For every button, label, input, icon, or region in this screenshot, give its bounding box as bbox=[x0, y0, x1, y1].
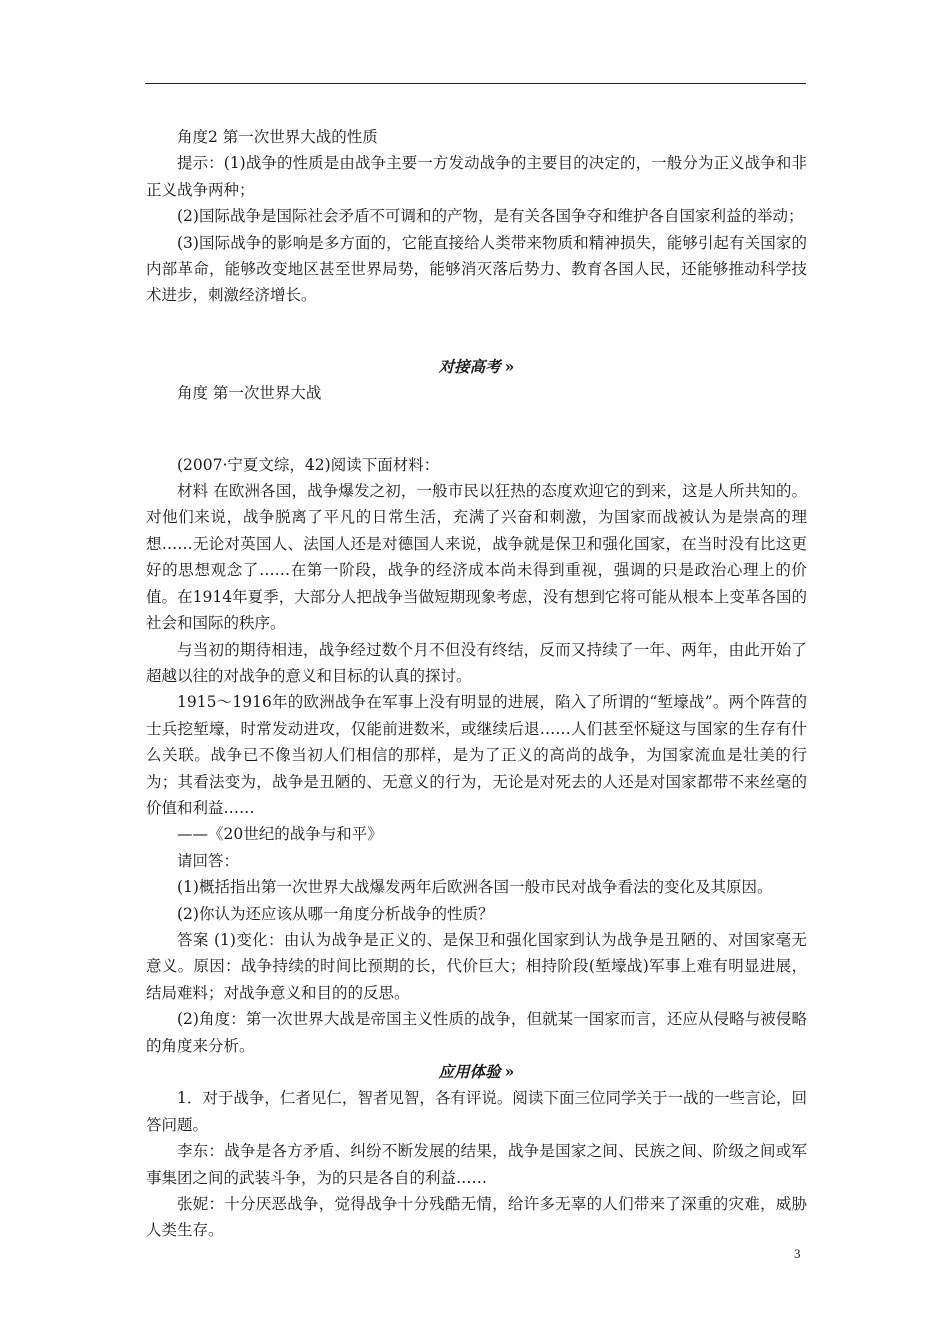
hint-3: (3)国际战争的影响是多方面的，它能直接给人类带来物质和精神损失，能够引起有关国家的内部革命，能够改变地区甚至世界局势，能够消灭落后势力、教育各国人民，还能够推动科学技术进步，刺激经济增长。 bbox=[146, 233, 807, 305]
answer-1: 答案 (1)变化：由认为战争是正义的、是保卫和强化国家到认为战争是丑陋的、对国家毫无意义。原因：战争持续的时间比预期的长，代价巨大；相持阶段(堑壕战)军事上难有明显进展，结局难料；对战争意义和目的的反思。 bbox=[146, 930, 807, 1002]
hint-2: (2)国际战争是国际社会矛盾不可调和的产物，是有关各国争夺和维护各自国家利益的举动； bbox=[177, 207, 804, 226]
section-heading-practice bbox=[146, 1059, 807, 1085]
material-citation: ——《20世纪的战争与和平》 bbox=[177, 825, 383, 844]
material-paragraph-2: 与当初的期待相违，战争经过数个月不但没有终结，反而又持续了一年、两年，由此开始了超越以往的对战争的意义和目标的认真的探讨。 bbox=[146, 640, 807, 685]
section-heading-gaokao bbox=[146, 354, 807, 380]
section-heading-practice-label: 应用体验 bbox=[438, 1062, 501, 1081]
double-chevron-right-icon: » bbox=[504, 1062, 515, 1081]
section2-angle: 角度 第一次世界大战 bbox=[177, 384, 322, 403]
hint-1: 提示：(1)战争的性质是由战争主要一方发动战争的主要目的决定的，一般分为正义战争和非正义战争两种； bbox=[146, 154, 807, 199]
page-number: 3 bbox=[794, 1246, 801, 1261]
section1-title: 角度2 第一次世界大战的性质 bbox=[177, 128, 378, 146]
statement-li-dong: 李东：战争是各方矛盾、纠纷不断发展的结果，战争是国家之间、民族之间、阶级之间或军事集团之间的武装斗争，为的只是各自的利益…… bbox=[146, 1142, 807, 1187]
header-rule bbox=[145, 83, 806, 84]
section-heading-gaokao-label: 对接高考 bbox=[438, 356, 501, 376]
material-paragraph-1: 材料 在欧洲各国，战争爆发之初，一般市民以狂热的态度欢迎它的到来，这是人所共知的。对他们来说，战争脱离了平凡的日常生活，充满了兴奋和刺激，为国家而战被认为是崇高的理想……无论对英国人、法国人还是对德国人来说，战争就是保卫和强化国家，在当时没有比这更好的思想观念了……在第一阶段，战争的经济成本尚未得到重视，强调的只是政治心理上的价值。在1914年夏季，大部分人把战争当做短期现象考虑，没有想到它将可能从根本上变革各国的社会和国际的秩序。 bbox=[146, 482, 807, 633]
question-2: (2)你认为还应该从哪一角度分析战争的性质？ bbox=[177, 904, 494, 923]
question-1: (1)概括指出第一次世界大战爆发两年后欧洲各国一般市民对战争看法的变化及其原因。 bbox=[177, 878, 773, 897]
exam-source: (2007·宁夏文综，42)阅读下面材料： bbox=[177, 455, 440, 474]
material-paragraph-3: 1915～1916年的欧洲战争在军事上没有明显的进展，陷入了所谓的“堑壕战”。两个阵营的士兵挖堑壕，时常发动进攻，仅能前进数米，或继续后退……人们甚至怀疑这与国家的生存有什么关联。战争已不像当初人们相信的那样，是为了正义的高尚的战争，为国家流血是壮美的行为；其看法变为，战争是丑陋的、无意义的行为，无论是对死去的人还是对国家都带不来丝毫的价值和利益…… bbox=[146, 693, 807, 817]
answer-2: (2)角度：第一次世界大战是帝国主义性质的战争，但就某一国家而言，还应从侵略与被侵略的角度来分析。 bbox=[146, 1010, 807, 1055]
question-prompt: 请回答： bbox=[177, 851, 240, 870]
statement-zhang-ni: 张妮：十分厌恶战争，觉得战争十分残酷无情，给许多无辜的人们带来了深重的灾难，威胁人类生存。 bbox=[146, 1195, 807, 1240]
document-body bbox=[146, 124, 807, 1244]
double-chevron-right-icon: » bbox=[504, 356, 515, 376]
practice-question-intro: 1．对于战争，仁者见仁，智者见智，各有评说。阅读下面三位同学关于一战的一些言论，回答问题。 bbox=[146, 1089, 807, 1134]
